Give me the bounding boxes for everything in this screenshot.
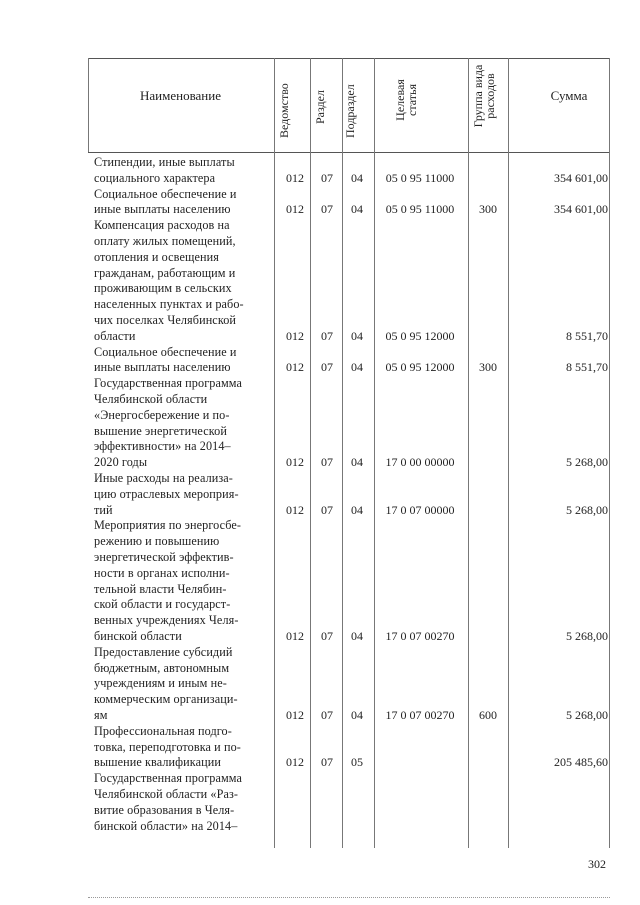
row-name-line: населенных пунктах и рабо- [94, 297, 244, 312]
cell-summa: 5 268,00 [566, 629, 608, 643]
row-name [94, 376, 272, 471]
cell-ved: 012 [286, 328, 304, 343]
cell-summa: 8 551,70 [566, 360, 608, 375]
row-name-line: витие образования в Челя- [94, 802, 235, 817]
row-name [94, 724, 272, 771]
cell-summa: 205 485,60 [554, 755, 608, 770]
row-name-line: «Энергосбережение и по- [94, 407, 230, 422]
cell-razdel: 07 [321, 629, 333, 643]
cell-summa: 354 601,00 [554, 202, 608, 217]
row-name-line: вышение квалификации [94, 755, 222, 770]
row-name-line: Государственная программа [94, 771, 243, 786]
row-name-line: Профессиональная подго- [94, 723, 232, 738]
row-name-line: области [94, 328, 136, 343]
row-name-line: венных учреждениях Челя- [94, 613, 239, 628]
row-name-line: оплату жилых помещений, [94, 233, 236, 248]
cell-ved: 012 [286, 629, 304, 643]
row-name-line: бинской области» на 2014– [94, 818, 238, 833]
cell-ved: 012 [286, 360, 304, 375]
row-name-line: тельной власти Челябин- [94, 581, 227, 596]
cell-summa: 354 601,00 [554, 170, 608, 185]
row-name-line: товка, переподготовка и по- [94, 739, 241, 754]
cell-razdel: 07 [321, 202, 333, 217]
row-name-line: энергетической эффектив- [94, 549, 234, 564]
row-name [94, 345, 272, 377]
row-name-line: Социальное обеспечение и [94, 344, 237, 359]
cell-razdel: 07 [321, 328, 333, 343]
table-top-rule [88, 58, 610, 59]
row-name-line: иные выплаты населению [94, 360, 231, 375]
row-name-line: тий [94, 502, 113, 517]
row-name-line: эффективности» на 2014– [94, 439, 231, 454]
row-name-line: режению и повышению [94, 534, 220, 549]
column-rule [374, 58, 375, 848]
row-name-line: бинской области [94, 628, 182, 643]
row-name-line: Челябинской области [94, 391, 208, 406]
cell-ved: 012 [286, 708, 304, 722]
row-name-line: Иные расходы на реализа- [94, 471, 233, 485]
cell-razdel: 07 [321, 360, 333, 375]
column-rule [468, 58, 469, 848]
cell-razdel: 07 [321, 708, 333, 722]
row-name-line: чих поселках Челябинской [94, 312, 237, 327]
row-name-line: учреждениям и иным не- [94, 676, 227, 691]
cell-podrazdel: 04 [351, 455, 363, 470]
header-razdel: Раздел [313, 90, 327, 124]
row-name-line: Мероприятия по энергосбе- [94, 518, 242, 533]
cell-statya: 17 0 07 00270 [385, 708, 455, 722]
header-vedomstvo: Ведомство [277, 83, 291, 138]
cell-statya: 05 0 95 11000 [385, 170, 455, 185]
cell-vid: 300 [479, 360, 497, 375]
cell-razdel: 07 [321, 755, 333, 770]
row-name-line: цию отраслевых мероприя- [94, 486, 239, 501]
row-name-line: вышение энергетической [94, 423, 227, 438]
column-rule [274, 58, 275, 848]
column-rule [310, 58, 311, 848]
cell-statya: 05 0 95 12000 [385, 360, 455, 375]
cell-statya: 17 0 07 00000 [385, 502, 455, 517]
row-name [94, 218, 272, 344]
cell-podrazdel: 04 [351, 502, 363, 517]
cell-razdel: 07 [321, 502, 333, 517]
row-name-line: ской области и государст- [94, 597, 231, 612]
column-rule [508, 58, 509, 848]
cell-summa: 8 551,70 [566, 328, 608, 343]
right-rule [609, 58, 610, 848]
row-name [94, 187, 272, 219]
cell-statya: 17 0 00 00000 [385, 455, 455, 470]
cell-podrazdel: 04 [351, 170, 363, 185]
cell-podrazdel: 05 [351, 755, 363, 770]
header-bottom-rule [88, 152, 610, 153]
cell-podrazdel: 04 [351, 328, 363, 343]
column-rule [342, 58, 343, 848]
row-name-line: отопления и освещения [94, 249, 219, 264]
row-name-line: гражданам, работающим и [94, 265, 236, 280]
cell-ved: 012 [286, 455, 304, 470]
header-statya: Целевая статья [393, 79, 419, 121]
row-name [94, 645, 272, 724]
bottom-edge [88, 897, 610, 898]
cell-podrazdel: 04 [351, 360, 363, 375]
row-name-line: Стипендии, иные выплаты [94, 155, 235, 169]
row-name [94, 518, 272, 644]
left-rule [88, 58, 89, 152]
row-name-line: Челябинской области «Раз- [94, 786, 239, 801]
cell-ved: 012 [286, 202, 304, 217]
header-podrazdel: Подраздел [343, 84, 357, 138]
cell-statya: 05 0 95 11000 [385, 202, 455, 217]
row-name-line: ности в органах исполни- [94, 565, 230, 580]
cell-summa: 5 268,00 [566, 708, 608, 722]
header-name: Наименование [140, 88, 221, 103]
cell-podrazdel: 04 [351, 202, 363, 217]
header-summa: Сумма [550, 88, 588, 103]
cell-razdel: 07 [321, 170, 333, 185]
row-name-line: 2020 годы [94, 455, 148, 470]
row-name-line: проживающим в сельских [94, 281, 232, 296]
row-name-line: Социальное обеспечение и [94, 186, 237, 201]
row-name-line: бюджетным, автономным [94, 660, 230, 675]
cell-razdel: 07 [321, 455, 333, 470]
cell-vid: 300 [479, 202, 497, 217]
row-name-line: Государственная программа [94, 376, 243, 391]
row-name-line: Компенсация расходов на [94, 218, 230, 233]
cell-summa: 5 268,00 [566, 502, 608, 517]
cell-summa: 5 268,00 [566, 455, 608, 470]
row-name-line: Предоставление субсидий [94, 644, 233, 659]
page-number: 302 [588, 857, 606, 871]
row-name-line: коммерческим организаци- [94, 692, 238, 707]
cell-podrazdel: 04 [351, 708, 363, 722]
cell-podrazdel: 04 [351, 629, 363, 643]
row-name [94, 471, 272, 518]
row-name-line: социального характера [94, 170, 216, 185]
header-vid: Группа вида расходов [471, 64, 497, 128]
cell-vid: 600 [479, 708, 497, 722]
cell-statya: 05 0 95 12000 [385, 328, 455, 343]
cell-statya: 17 0 07 00270 [385, 629, 455, 643]
cell-ved: 012 [286, 502, 304, 517]
cell-ved: 012 [286, 755, 304, 770]
row-name-line: ям [94, 707, 108, 722]
row-name [94, 771, 272, 834]
cell-ved: 012 [286, 170, 304, 185]
row-name-line: иные выплаты населению [94, 202, 231, 217]
row-name [94, 155, 272, 187]
